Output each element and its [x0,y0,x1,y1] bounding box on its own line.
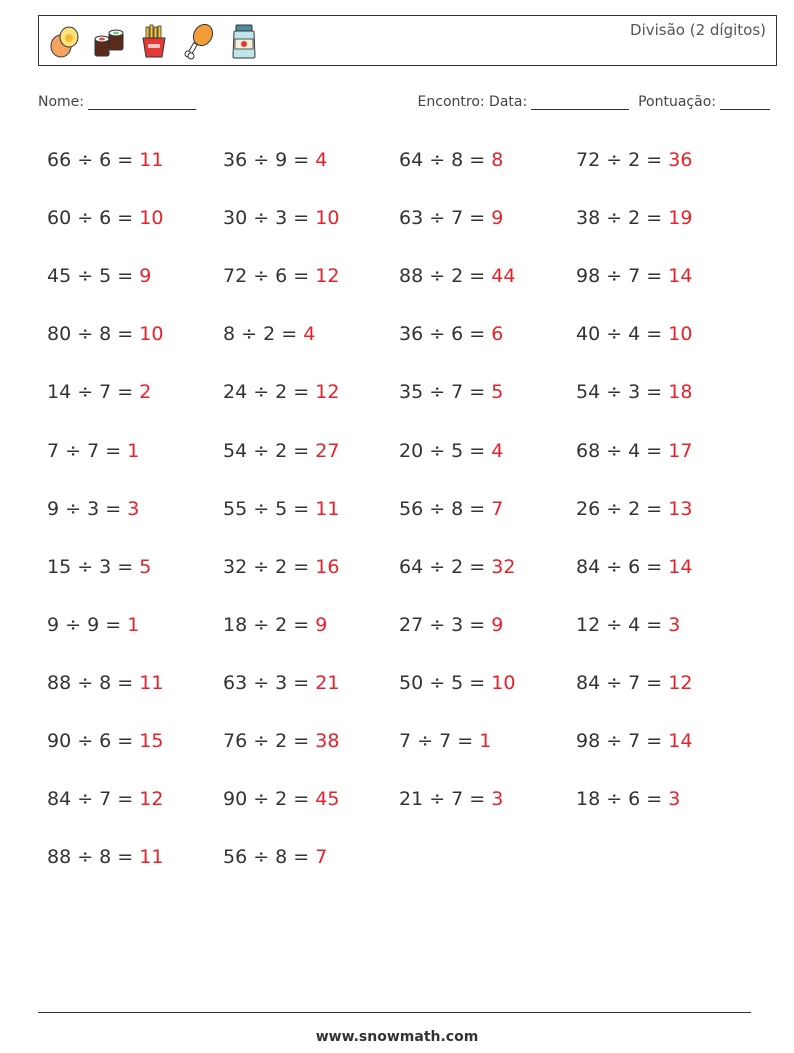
problem-item [399,322,503,346]
problem-question: 30 ÷ 3 = [223,207,316,230]
problem-item [576,264,692,288]
problem-answer: 10 [139,323,164,346]
problem-answer: 5 [139,555,152,578]
problem-answer: 7 [315,846,328,869]
problem-answer: 1 [127,439,140,462]
problem-question: 20 ÷ 5 = [399,439,492,462]
meeting-score-fields [418,94,770,110]
problem-answer: 11 [139,846,164,869]
problem-question: 98 ÷ 7 = [576,265,669,288]
problem-item [223,671,339,695]
problem-item [223,729,339,753]
problem-answer: 27 [315,439,340,462]
problem-item [223,206,339,230]
problem-answer: 14 [668,730,693,752]
problem-answer: 7 [491,497,504,520]
problem-question: 21 ÷ 7 = [399,788,492,811]
problem-item [399,787,503,811]
problem-question: 98 ÷ 7 = [576,730,669,752]
problem-item [47,148,163,172]
problem-answer: 3 [668,613,681,636]
problem-item [399,555,515,579]
problem-question: 60 ÷ 6 = [47,207,140,230]
problem-item [576,555,692,579]
footer-url[interactable]: www.snowmath.com [315,1029,479,1045]
problem-question: 66 ÷ 6 = [47,149,140,171]
icon-strip [47,22,261,60]
problem-item [399,206,503,230]
problem-answer: 4 [315,149,328,171]
problem-answer: 1 [127,613,140,636]
eggs-icon [47,22,81,60]
problem-question: 72 ÷ 2 = [576,149,669,171]
problem-answer: 2 [139,381,152,404]
problem-question: 76 ÷ 2 = [223,730,316,752]
problem-question: 56 ÷ 8 = [399,497,492,520]
problem-question: 38 ÷ 2 = [576,207,669,230]
problem-question: 50 ÷ 5 = [399,671,492,694]
problem-item [47,264,151,288]
problem-question: 35 ÷ 7 = [399,381,492,404]
problem-answer: 9 [491,613,504,636]
problem-answer: 19 [668,207,693,230]
problem-question: 68 ÷ 4 = [576,439,669,462]
problem-question: 9 ÷ 3 = [47,497,128,520]
problem-item [223,613,327,637]
problem-item [399,439,503,463]
problem-item [47,380,151,404]
problem-answer: 9 [491,207,504,230]
problem-question: 24 ÷ 2 = [223,381,316,404]
name-label: Nome: [38,94,85,110]
problem-question: 7 ÷ 7 = [47,439,128,462]
problem-answer: 3 [668,788,681,811]
problem-answer: 3 [127,497,140,520]
problem-item [576,787,680,811]
problem-answer: 10 [139,207,164,230]
problem-item [576,439,692,463]
problem-question: 64 ÷ 8 = [399,149,492,171]
problem-item [576,497,692,521]
problem-item [47,729,163,753]
worksheet-title: Divisão (2 dígitos) [630,21,766,39]
problem-question: 18 ÷ 6 = [576,788,669,811]
meeting-label: Encontro: Data: [417,94,528,110]
problem-answer: 45 [315,788,340,811]
problem-answer: 12 [668,671,693,694]
problem-question: 63 ÷ 7 = [399,207,492,230]
problem-item [399,671,515,695]
problem-question: 84 ÷ 7 = [576,671,669,694]
problem-question: 88 ÷ 2 = [399,265,492,288]
score-label: Pontuação: [638,94,716,110]
problem-answer: 17 [668,439,693,462]
problem-answer: 3 [491,788,504,811]
problem-item [223,845,327,869]
problem-answer: 32 [491,555,516,578]
problem-question: 18 ÷ 2 = [223,613,316,636]
problem-question: 26 ÷ 2 = [576,497,669,520]
problem-item [576,613,680,637]
problem-answer: 6 [491,323,504,346]
problem-answer: 11 [315,497,340,520]
problem-item [576,148,692,172]
problem-answer: 9 [315,613,328,636]
problem-item [399,613,503,637]
problem-item [47,845,163,869]
problem-answer: 12 [139,788,164,811]
problem-item [399,148,503,172]
problem-question: 45 ÷ 5 = [47,265,140,288]
problem-question: 84 ÷ 7 = [47,788,140,811]
problem-item [223,439,339,463]
problem-question: 36 ÷ 6 = [399,323,492,346]
problem-question: 12 ÷ 4 = [576,613,669,636]
problem-item [47,439,139,463]
problem-item [399,264,515,288]
problem-question: 55 ÷ 5 = [223,497,316,520]
french-fries-icon [137,22,171,60]
problem-question: 54 ÷ 2 = [223,439,316,462]
problem-item [223,787,339,811]
problem-answer: 36 [668,149,693,171]
problem-answer: 12 [315,265,340,288]
problem-answer: 10 [315,207,340,230]
problem-question: 72 ÷ 6 = [223,265,316,288]
sushi-rolls-icon [92,22,126,60]
problem-item [576,729,692,753]
problem-question: 8 ÷ 2 = [223,323,304,346]
jam-jar-icon [227,22,261,60]
problem-item [47,671,163,695]
problem-item [223,380,339,404]
problem-answer: 4 [303,323,316,346]
problem-question: 15 ÷ 3 = [47,555,140,578]
problem-question: 9 ÷ 9 = [47,613,128,636]
problem-item [223,264,339,288]
problem-item [576,380,692,404]
problem-question: 54 ÷ 3 = [576,381,669,404]
problem-answer: 13 [668,497,693,520]
problem-item [399,497,503,521]
problem-answer: 14 [668,555,693,578]
problem-question: 84 ÷ 6 = [576,555,669,578]
problem-question: 27 ÷ 3 = [399,613,492,636]
problem-question: 80 ÷ 8 = [47,323,140,346]
problem-item [47,555,151,579]
problem-answer: 9 [139,265,152,288]
problem-answer: 11 [139,149,164,171]
problem-item [223,497,339,521]
problem-question: 88 ÷ 8 = [47,846,140,869]
header-box [38,15,777,66]
problem-question: 40 ÷ 4 = [576,323,669,346]
problem-question: 36 ÷ 9 = [223,149,316,171]
problem-question: 56 ÷ 8 = [223,846,316,869]
problem-item [223,148,327,172]
problem-answer: 1 [479,730,492,752]
problem-item [47,322,163,346]
problem-answer: 10 [491,671,516,694]
problem-item [47,206,163,230]
name-blank[interactable] [88,109,196,110]
problem-question: 88 ÷ 8 = [47,671,140,694]
problem-item [223,555,339,579]
problem-answer: 21 [315,671,340,694]
problem-question: 63 ÷ 3 = [223,671,316,694]
problem-item [47,787,163,811]
problem-question: 64 ÷ 2 = [399,555,492,578]
problem-item [223,322,315,346]
problem-question: 32 ÷ 2 = [223,555,316,578]
problem-item [576,206,692,230]
name-field [38,94,196,110]
problem-answer: 16 [315,555,340,578]
problem-answer: 11 [139,671,164,694]
problem-answer: 14 [668,265,693,288]
date-blank[interactable] [531,109,629,110]
problem-answer: 15 [139,730,164,752]
problem-item [576,671,692,695]
chicken-leg-icon [182,22,216,60]
problem-question: 90 ÷ 2 = [223,788,316,811]
problem-answer: 10 [668,323,693,346]
problem-answer: 12 [315,381,340,404]
problem-item [47,497,139,521]
problem-item [576,322,692,346]
problem-answer: 18 [668,381,693,404]
problem-question: 7 ÷ 7 = [399,730,480,752]
problem-item [399,380,503,404]
problem-answer: 44 [491,265,516,288]
problem-question: 90 ÷ 6 = [47,730,140,752]
footer-divider [38,1012,751,1013]
score-blank[interactable] [720,109,770,110]
problem-answer: 4 [491,439,504,462]
problem-item [47,613,139,637]
problem-item [399,729,491,753]
problem-question: 14 ÷ 7 = [47,381,140,404]
problem-answer: 8 [491,149,504,171]
problem-answer: 5 [491,381,504,404]
problem-answer: 38 [315,730,340,752]
